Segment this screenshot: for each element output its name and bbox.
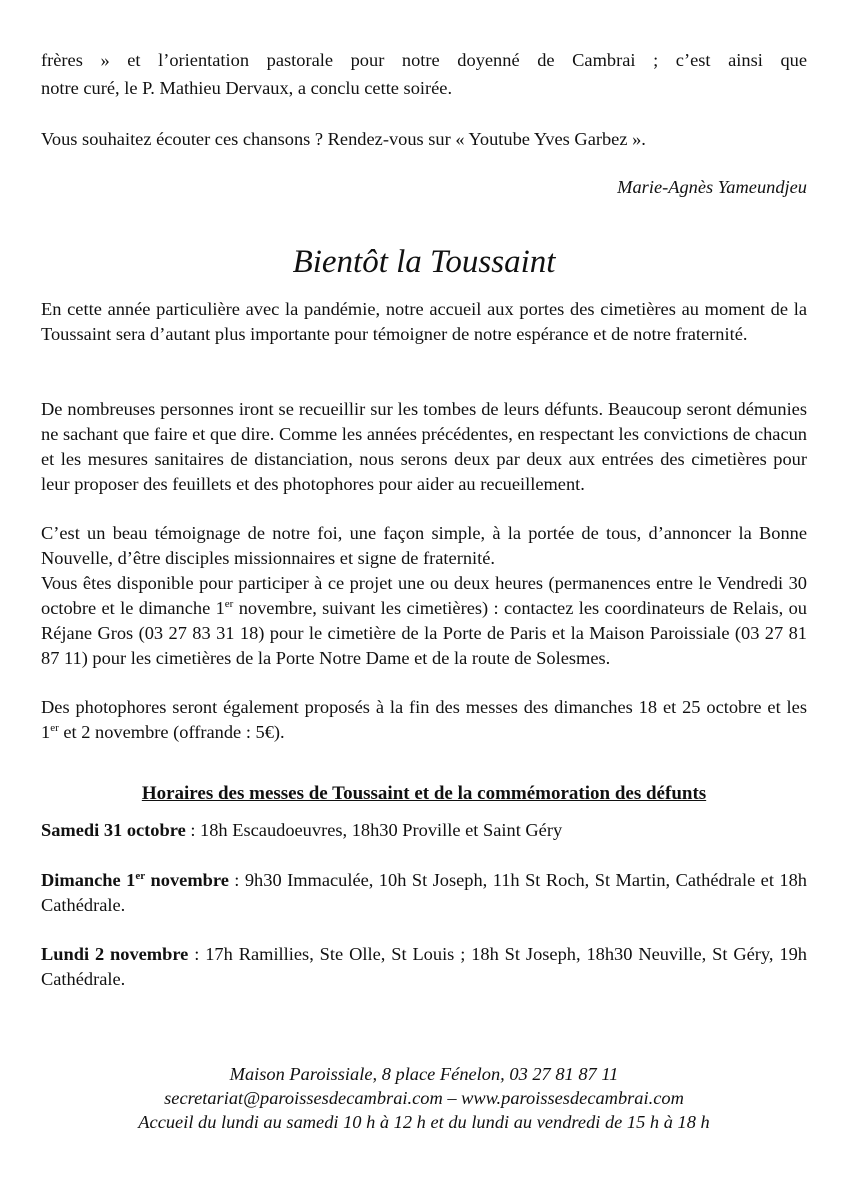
monday-label: Lundi 2 novembre xyxy=(41,944,189,964)
footer-contact: secretariat@paroissesdecambrai.com – www.paroissesdecambrai.com xyxy=(164,1088,684,1108)
footer xyxy=(41,1062,807,1134)
paragraph-5-sup: er xyxy=(50,722,59,734)
monday-text: : 17h Ramillies, Ste Olle, St Louis ; 18h St Joseph, 18h30 Neuville, St Géry, 19h Cathédrale. xyxy=(41,944,807,989)
sunday-sup: er xyxy=(135,870,146,882)
schedule-sunday xyxy=(41,868,807,918)
paragraph-1: En cette année particulière avec la pandémie, notre accueil aux portes des cimetières au moment de la Toussaint sera d’autant plus importante pour témoigner de notre espérance et de notre fraternité. xyxy=(41,299,807,344)
sunday-text: : 9h30 Immaculée, 10h St Joseph, 11h St Roch, St Martin, Cathédrale et 18h Cathédrale. xyxy=(41,870,807,915)
paragraph-4-text-a: Vous êtes disponible pour participer à ce projet une ou deux heures (permanences entre le Vendredi 30 octobre et le dimanche 1 xyxy=(41,573,807,618)
footer-address: Maison Paroissiale, 8 place Fénelon, 03 27 81 87 11 xyxy=(229,1064,619,1084)
paragraph-4 xyxy=(41,571,807,671)
schedule-saturday xyxy=(41,818,807,843)
paragraph-5 xyxy=(41,695,807,745)
intro-line-1: frères » et l’orientation pastorale pour notre doyenné de Cambrai ; c’est ainsi que xyxy=(41,50,807,70)
intro-line-2: notre curé, le P. Mathieu Dervaux, a conclu cette soirée. xyxy=(41,78,453,98)
paragraph-4-sup: er xyxy=(224,598,234,610)
author-signature: Marie-Agnès Yameundjeu xyxy=(617,177,807,197)
saturday-label: Samedi 31 octobre xyxy=(41,820,186,840)
footer-hours: Accueil du lundi au samedi 10 h à 12 h et du lundi au vendredi de 15 h à 18 h xyxy=(138,1112,710,1132)
youtube-line: Vous souhaitez écouter ces chansons ? Rendez-vous sur « Youtube Yves Garbez ». xyxy=(41,129,646,149)
paragraph-3: C’est un beau témoignage de notre foi, une façon simple, à la portée de tous, d’annoncer la Bonne Nouvelle, d’être disciples missionnaires et signe de fraternité. xyxy=(41,523,807,568)
paragraph-5-text-b: et 2 novembre (offrande : 5€). xyxy=(58,722,285,742)
paragraph-4-text-b: novembre, suivant les cimetières) : contactez les coordinateurs de Relais, ou Réjane Gros (03 27 83 31 18) pour le cimetière de la Porte de Paris et la Maison Paroissiale (03 27 81 87 11) pour les cimetières de la Porte Notre Dame et de la route de Solesmes. xyxy=(41,598,807,668)
saturday-text: : 18h Escaudoeuvres, 18h30 Proville et Saint Géry xyxy=(185,820,563,840)
paragraph-2: De nombreuses personnes iront se recueillir sur les tombes de leurs défunts. Beaucoup seront démunies ne sachant que faire et que dire. Comme les années précédentes, en respectant les convictions de chacun et les mesures sanitaires de distanciation, nous serons deux par deux aux entrées des cimetières pour leur proposer des feuillets et des photophores pour aider au recueillement. xyxy=(41,399,807,494)
article-title: Bientôt la Toussaint xyxy=(292,244,556,280)
paragraph-5-text-a: Des photophores seront également proposés à la fin des messes des dimanches 18 et 25 octobre et les 1 xyxy=(41,697,807,742)
schedule-heading: Horaires des messes de Toussaint et de la commémoration des défunts xyxy=(141,783,707,804)
sunday-label xyxy=(41,870,229,890)
sunday-label-a: Dimanche 1 xyxy=(41,870,136,890)
sunday-label-b: novembre xyxy=(145,870,229,890)
schedule-monday xyxy=(41,942,807,992)
